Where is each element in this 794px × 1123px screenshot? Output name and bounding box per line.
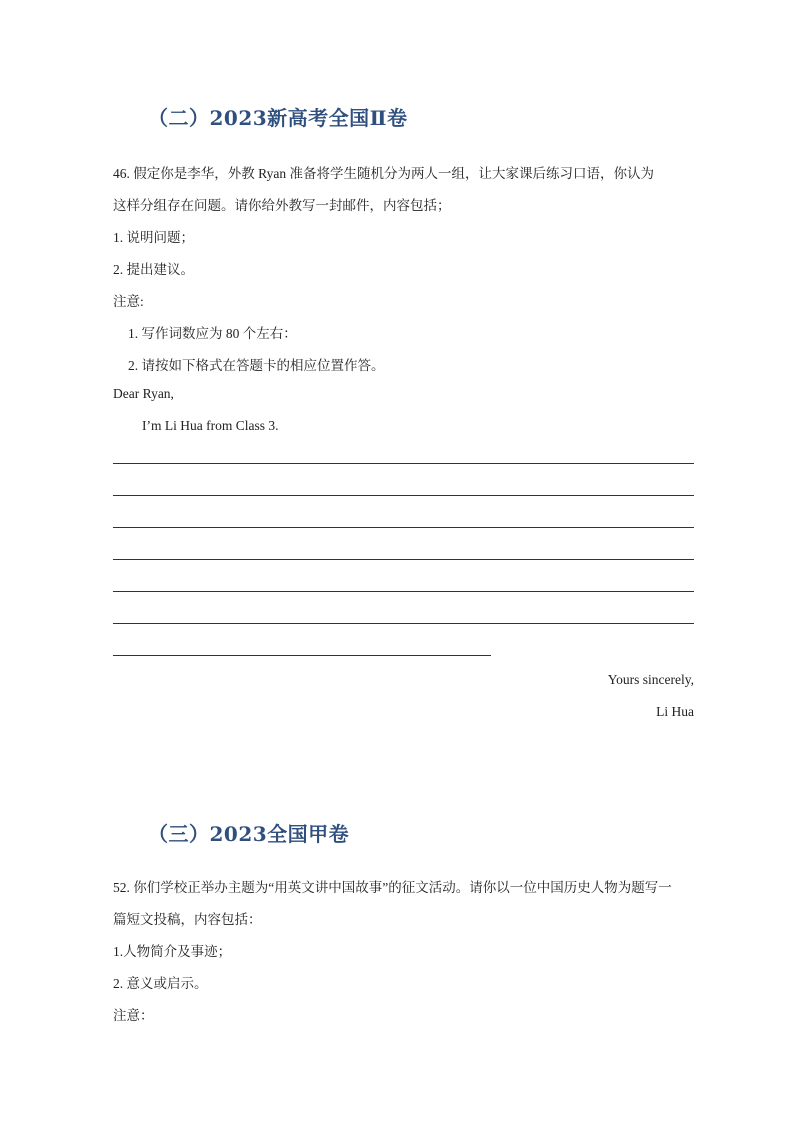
notes-label: 注意: [113,294,144,309]
content-point-2: 2. 意义或启示。 [113,976,208,991]
note-2: 2. 请按如下格式在答题卡的相应位置作答。 [128,358,385,373]
answer-line-short [113,655,491,656]
letter-opening: I’m Li Hua from Class 3. [142,418,279,433]
question-46-text: 46. 假定你是李华，外教 Ryan 准备将学生随机分为两人一组，让大家课后练习口语，你认为 [113,166,654,181]
section-2-title: （二）2023新高考全国Ⅱ卷 [148,106,408,130]
notes-label: 注意： [113,1008,154,1023]
letter-closing: Yours sincerely, [607,672,694,687]
note-1: 1. 写作词数应为 80 个左右： [128,326,297,341]
answer-line [113,591,694,592]
answer-line [113,495,694,496]
content-point-1: 1. 说明问题； [113,230,194,245]
section-3-title: （三）2023全国甲卷 [148,822,350,846]
answer-line [113,559,694,560]
question-46-text-cont: 这样分组存在问题。请你给外教写一封邮件，内容包括； [113,198,451,213]
answer-line [113,463,694,464]
content-point-2: 2. 提出建议。 [113,262,194,277]
letter-signature: Li Hua [656,704,694,719]
question-52-text: 52. 你们学校正举办主题为“用英文讲中国故事”的征文活动。请你以一位中国历史人物为题写一 [113,880,672,895]
content-point-1: 1.人物简介及事迹； [113,944,232,959]
question-52-text-cont: 篇短文投稿，内容包括： [113,912,262,927]
answer-line [113,527,694,528]
answer-line [113,623,694,624]
letter-greeting: Dear Ryan, [113,386,174,401]
